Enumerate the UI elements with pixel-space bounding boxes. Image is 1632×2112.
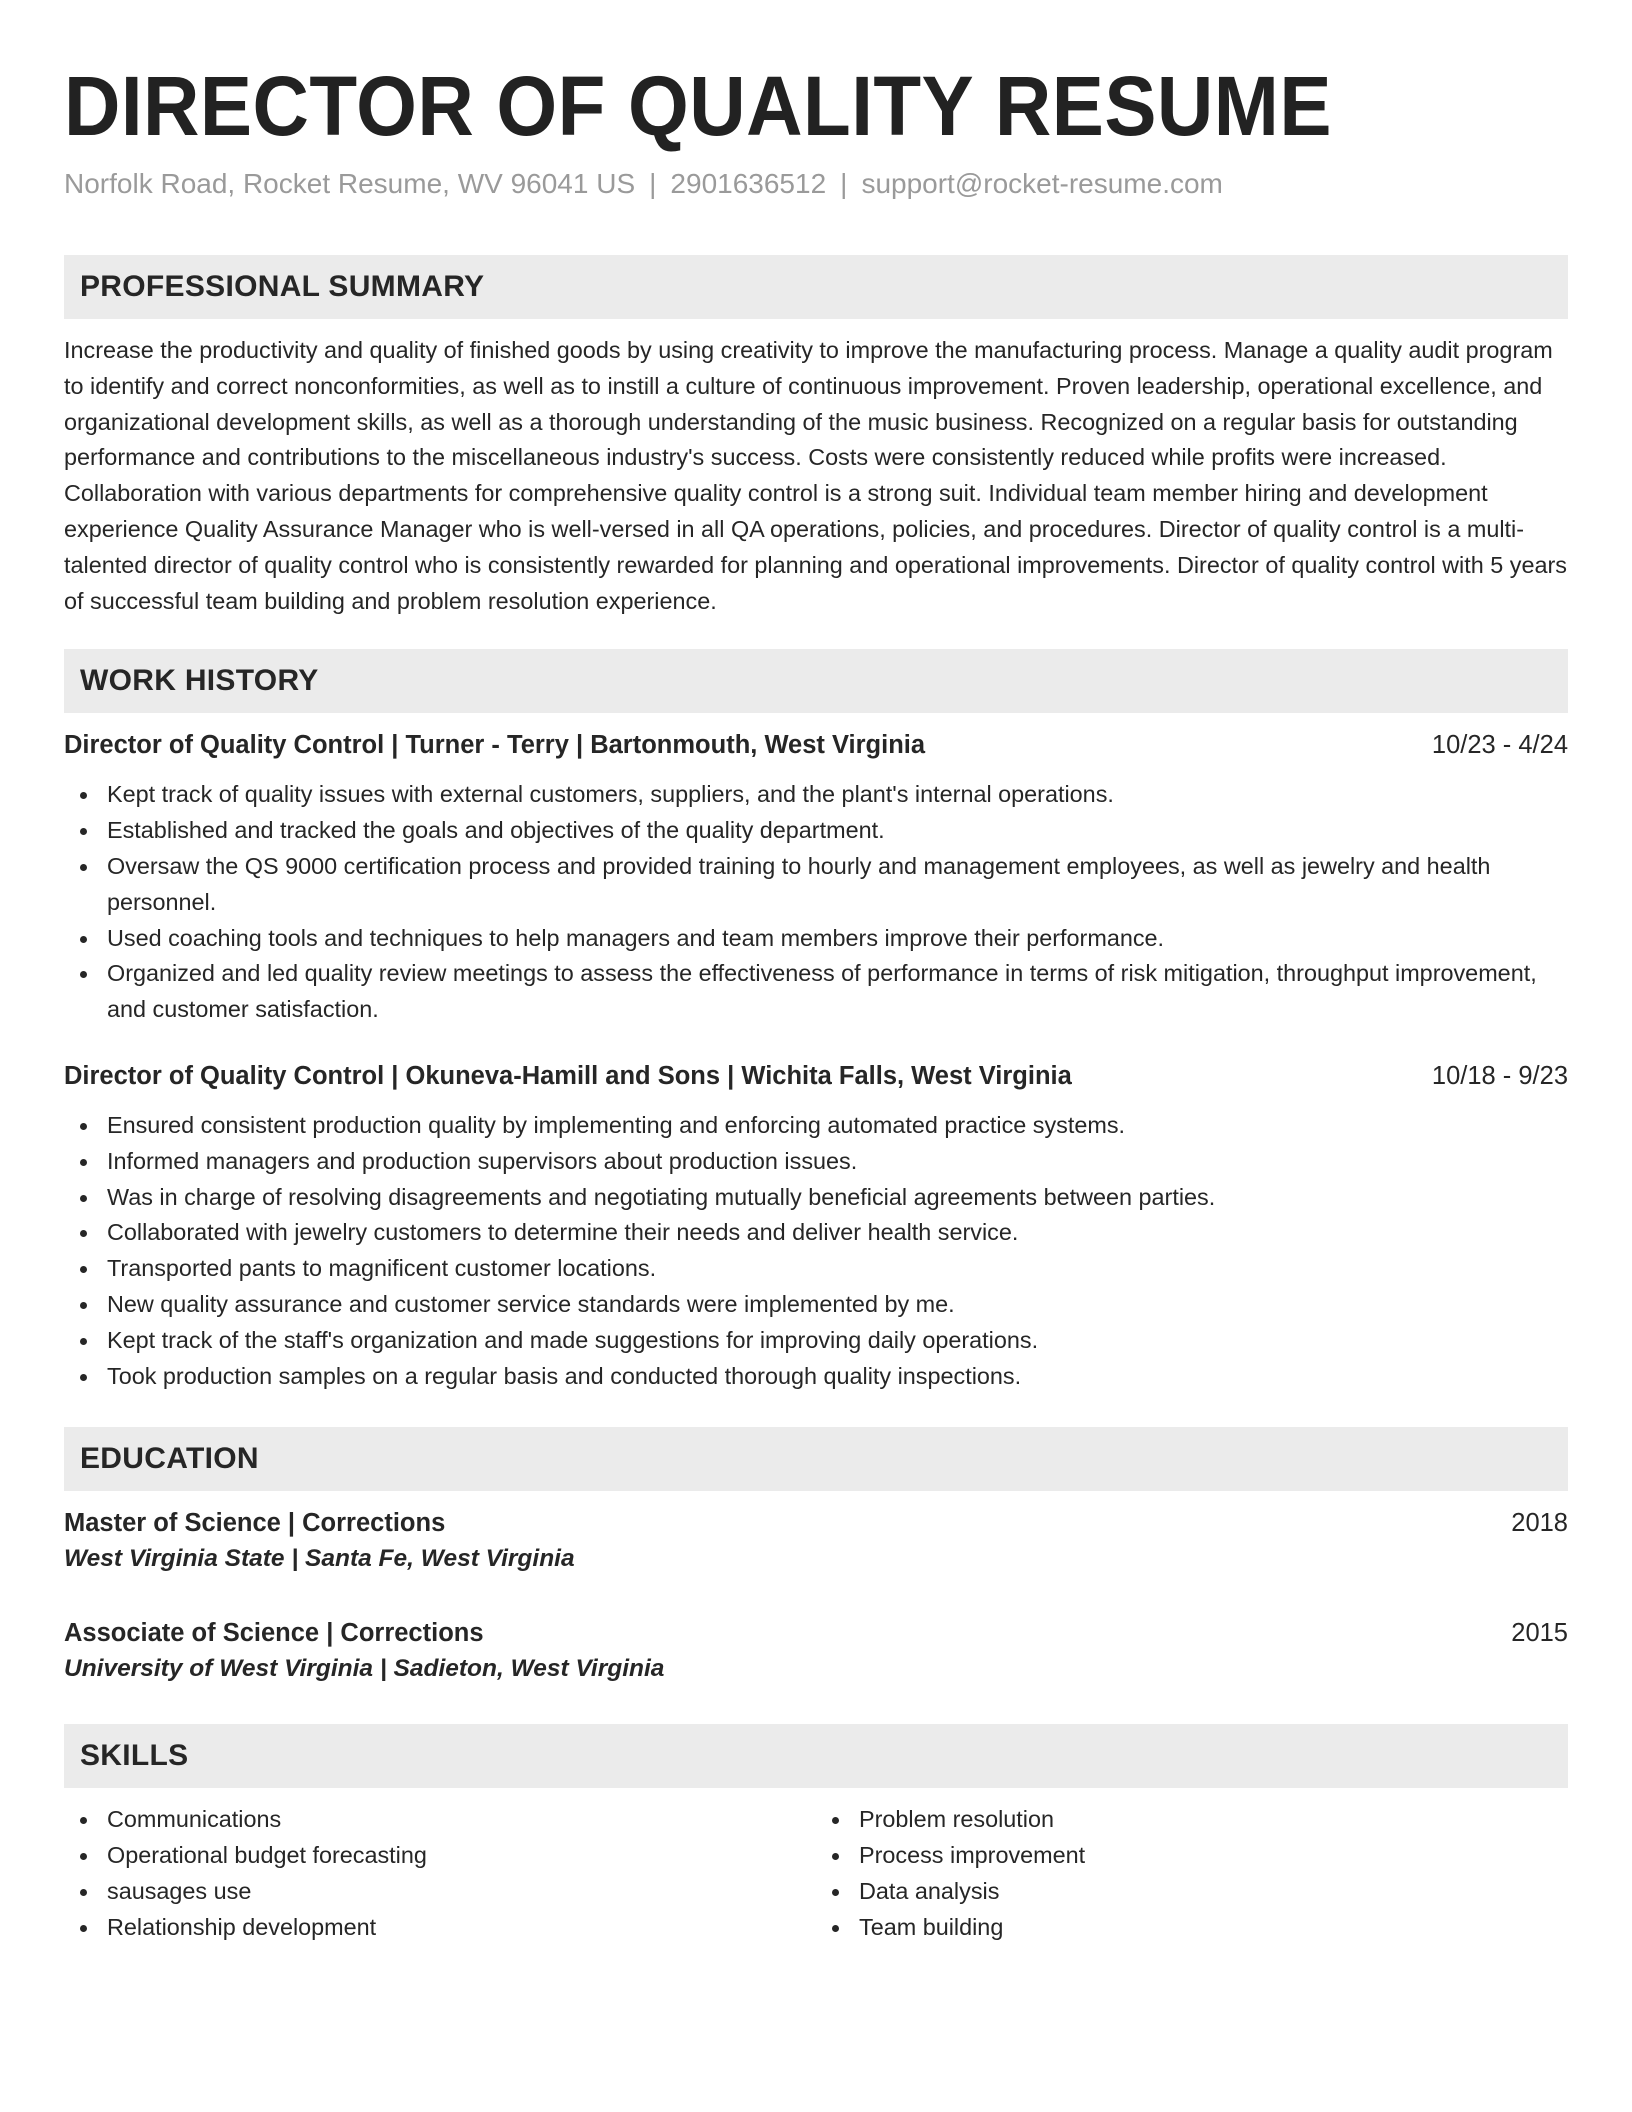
skill-item: Problem resolution [859, 1802, 1568, 1838]
job-title: Director of Quality Control | Okuneva-Hamill and Sons | Wichita Falls, West Virginia [64, 1061, 1072, 1090]
education-entry [64, 1615, 1568, 1687]
job-entry [64, 727, 1568, 1028]
education-header [64, 1615, 1568, 1651]
contact-separator: | [649, 168, 657, 199]
job-bullets [64, 1108, 1568, 1394]
education-degree: Associate of Science | Corrections [64, 1619, 484, 1648]
skill-item: Team building [859, 1910, 1568, 1946]
contact-phone: 2901636512 [670, 168, 827, 199]
summary-section [64, 255, 1568, 619]
job-title: Director of Quality Control | Turner - Terry | Bartonmouth, West Virginia [64, 731, 926, 760]
list-item: Established and tracked the goals and objectives of the quality department. [107, 813, 1568, 849]
education-entry [64, 1505, 1568, 1577]
list-item: Kept track of quality issues with external customers, suppliers, and the plant's internal operations. [107, 777, 1568, 813]
summary-heading: PROFESSIONAL SUMMARY [64, 255, 1568, 319]
education-school: West Virginia State | Santa Fe, West Virginia [64, 1545, 575, 1573]
skills-section [64, 1724, 1568, 1945]
skill-item: sausages use [107, 1874, 816, 1910]
list-item: Collaborated with jewelry customers to determine their needs and deliver health service. [107, 1215, 1568, 1251]
skill-item: Process improvement [859, 1838, 1568, 1874]
education-school: University of West Virginia | Sadieton, West Virginia [64, 1655, 665, 1683]
skill-item: Communications [107, 1802, 816, 1838]
list-item: Used coaching tools and techniques to help managers and team members improve their performance. [107, 921, 1568, 957]
education-year: 2015 [1511, 1619, 1568, 1648]
contact-address: Norfolk Road, Rocket Resume, WV 96041 US [64, 168, 636, 199]
contact-email: support@rocket-resume.com [861, 168, 1223, 199]
list-item: Ensured consistent production quality by implementing and enforcing automated practice systems. [107, 1108, 1568, 1144]
skills-list [64, 1802, 816, 1945]
job-header [64, 727, 1568, 763]
skill-item: Relationship development [107, 1910, 816, 1946]
education-degree: Master of Science | Corrections [64, 1509, 446, 1538]
list-item: Took production samples on a regular basis and conducted thorough quality inspections. [107, 1359, 1568, 1395]
job-entry [64, 1058, 1568, 1394]
skills-list [816, 1802, 1568, 1945]
skills-heading: SKILLS [64, 1724, 1568, 1788]
job-dates: 10/23 - 4/24 [1431, 731, 1568, 760]
skills-grid [64, 1802, 1568, 1945]
education-section [64, 1427, 1568, 1687]
job-dates: 10/18 - 9/23 [1431, 1061, 1568, 1090]
list-item: New quality assurance and customer service standards were implemented by me. [107, 1287, 1568, 1323]
skills-column-right [816, 1802, 1568, 1945]
list-item: Was in charge of resolving disagreements and negotiating mutually beneficial agreements between parties. [107, 1180, 1568, 1216]
skill-item: Operational budget forecasting [107, 1838, 816, 1874]
list-item: Organized and led quality review meetings to assess the effectiveness of performance in terms of risk mitigation, throughput improvement, and customer satisfaction. [107, 956, 1568, 1028]
skills-column-left [64, 1802, 816, 1945]
contact-line [64, 166, 1568, 202]
education-year: 2018 [1511, 1509, 1568, 1538]
summary-text: Increase the productivity and quality of finished goods by using creativity to improve the manufacturing process. Manage a quality audit program to identify and correct nonconformities, as well as to instill a culture of continuous improvement. Proven leadership, operational excellence, and organizational development skills, as well as a thorough understanding of the music business. Recognized on a regular basis for outstanding performance and contributions to the miscellaneous industry's success. Costs were consistently reduced while profits were increased. Collaboration with various departments for comprehensive quality control is a strong suit. Individual team member hiring and development experience Quality Assurance Manager who is well-versed in all QA operations, policies, and procedures. Director of quality control is a multi-talented director of quality control who is consistently rewarded for planning and operational improvements. Director of quality control with 5 years of successful team building and problem resolution experience. [64, 337, 1567, 614]
list-item: Oversaw the QS 9000 certification process and provided training to hourly and management employees, as well as jewelry and health personnel. [107, 849, 1568, 921]
list-item: Kept track of the staff's organization and made suggestions for improving daily operations. [107, 1323, 1568, 1359]
list-item: Informed managers and production supervisors about production issues. [107, 1144, 1568, 1180]
skill-item: Data analysis [859, 1874, 1568, 1910]
job-header [64, 1058, 1568, 1094]
work-history-section [64, 649, 1568, 1394]
education-header [64, 1505, 1568, 1541]
contact-separator: | [840, 168, 848, 199]
education-heading: EDUCATION [64, 1427, 1568, 1491]
job-bullets [64, 777, 1568, 1028]
list-item: Transported pants to magnificent customer locations. [107, 1251, 1568, 1287]
work-history-heading: WORK HISTORY [64, 649, 1568, 713]
resume-title: DIRECTOR OF QUALITY RESUME [64, 59, 1332, 153]
